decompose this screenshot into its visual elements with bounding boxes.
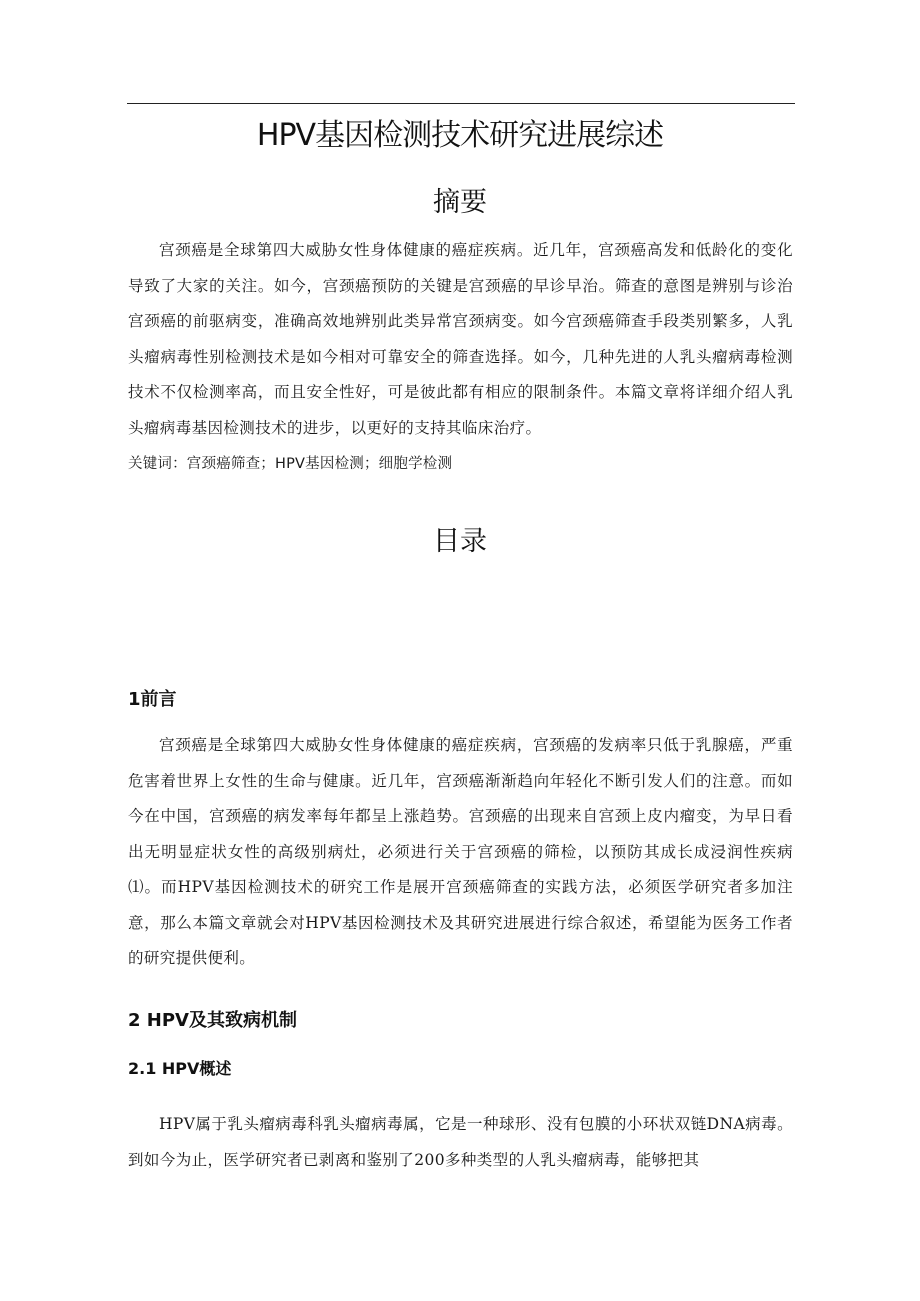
section-heading-preface: 1前言 bbox=[128, 689, 177, 710]
keywords-line: 关键词：宫颈癌筛查；HPV基因检测；细胞学检测 bbox=[128, 456, 453, 472]
subsection-heading-hpv-overview: 2.1 HPV概述 bbox=[128, 1059, 232, 1078]
abstract-heading: 摘要 bbox=[433, 187, 487, 218]
hpv-overview-paragraph: HPV属于乳头瘤病毒科乳头瘤病毒属，它是一种球形、没有包膜的小环状双链DNA病毒。到如今为止，医学研究者已剥离和鉴别了200多种类型的人乳头瘤病毒，能够把其 bbox=[128, 1115, 793, 1169]
abstract-paragraph: 宫颈癌是全球第四大威胁女性身体健康的癌症疾病。近几年，宫颈癌高发和低龄化的变化导致了大家的关注。如今，宫颈癌预防的关键是宫颈癌的早诊早治。筛查的意图是辨别与诊治宫颈癌的前驱病变，准确高效地辨别此类异常宫颈病变。如今宫颈癌筛查手段类别繁多，人乳头瘤病毒性别检测技术是如今相对可靠安全的筛查选择。如今，几种先进的人乳头瘤病毒检测技术不仅检测率高，而且安全性好，可是彼此都有相应的限制条件。本篇文章将详细介绍人乳头瘤病毒基因检测技术的进步，以更好的支持其临床治疗。 bbox=[128, 241, 793, 437]
section-heading-hpv: 2 HPV及其致病机制 bbox=[128, 1010, 297, 1031]
preface-paragraph: 宫颈癌是全球第四大威胁女性身体健康的癌症疾病，宫颈癌的发病率只低于乳腺癌，严重危害着世界上女性的生命与健康。近几年，宫颈癌渐渐趋向年轻化不断引发人们的注意。而如今在中国，宫颈癌的病发率每年都呈上涨趋势。宫颈癌的出现来自宫颈上皮内瘤变，为早日看出无明显症状女性的高级别病灶，必须进行关于宫颈癌的筛检，以预防其成长成浸润性疾病⑴。而HPV基因检测技术的研究工作是展开宫颈癌筛查的实践方法，必须医学研究者多加注意，那么本篇文章就会对HPV基因检测技术及其研究进展进行综合叙述，希望能为医务工作者的研究提供便利。 bbox=[128, 736, 793, 967]
document-title: HPV基因检测技术研究进展综述 bbox=[256, 118, 664, 153]
toc-heading: 目录 bbox=[433, 526, 487, 557]
header-rule bbox=[127, 103, 795, 104]
